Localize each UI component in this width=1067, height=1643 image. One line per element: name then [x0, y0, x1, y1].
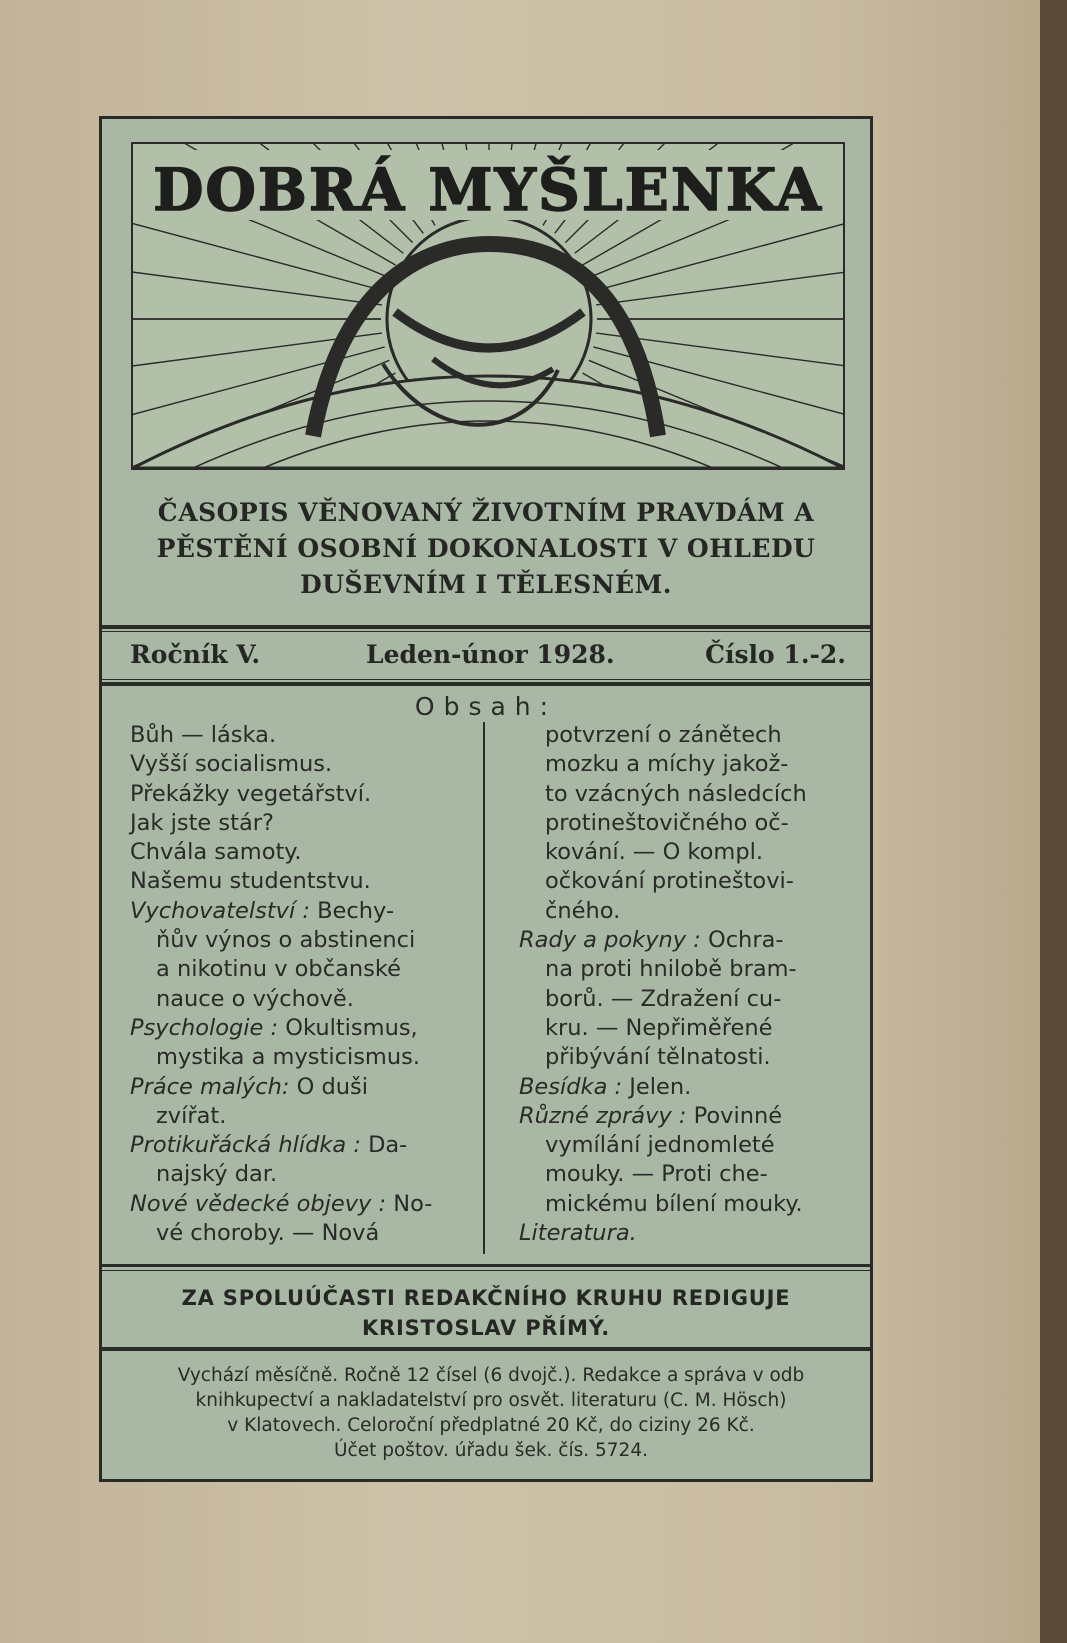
contents-entry: [519, 1043, 845, 1072]
contents-entry: [130, 955, 450, 984]
entry-text: borů. — Zdražení cu-: [545, 985, 782, 1012]
contents-entry: [519, 750, 845, 779]
entry-text: mouky. — Proti che-: [545, 1161, 768, 1188]
contents-entry: [519, 926, 845, 955]
section-label: Vychovatelství :: [130, 897, 310, 924]
entry-text: Bůh — láska.: [130, 722, 277, 748]
contents-entry: [130, 926, 450, 955]
contents-entry: [130, 809, 450, 838]
entry-text: nauce o výchově.: [156, 985, 354, 1012]
contents-entry: [130, 721, 450, 750]
divider-rule: [100, 682, 870, 686]
contents-entry: [519, 721, 845, 750]
entry-text: Našemu studentstvu.: [130, 868, 371, 895]
editor-line: ZA SPOLUÚČASTI REDAKČNÍHO KRUHU REDIGUJE: [181, 1286, 791, 1310]
contents-entry: [130, 1190, 450, 1219]
contents-entry: [130, 897, 450, 926]
section-label: Rady a pokyny :: [519, 927, 701, 954]
entry-text: najský dar.: [156, 1161, 278, 1188]
entry-text: vymílání jednomleté: [545, 1132, 775, 1159]
contents-entry: [130, 750, 450, 779]
entry-text: mystika a mysticismus.: [156, 1044, 420, 1071]
entry-text: Vyšší socialismus.: [130, 751, 333, 778]
footer-line: knihkupectví a nakladatelství pro osvět. literaturu (C. M. Hösch): [195, 1390, 787, 1411]
masthead-illustration: [131, 142, 845, 470]
section-label: Různé zprávy :: [519, 1102, 687, 1129]
section-label: Nové vědecké objevy :: [130, 1190, 387, 1217]
contents-entry: [130, 838, 450, 867]
contents-entry: [519, 897, 845, 926]
footer-line: v Klatovech. Celoroční předplatné 20 Kč, do ciziny 26 Kč.: [227, 1415, 755, 1436]
entry-text: očkování protineštovi-: [545, 868, 794, 895]
footer-line: Vychází měsíčně. Ročně 12 čísel (6 dvojč.). Redakce a správa v odb: [177, 1365, 805, 1386]
entry-text: kru. — Nepřiměřené: [545, 1014, 773, 1041]
contents-entry: [130, 780, 450, 809]
editor-line: KRISTOSLAV PŘÍMÝ.: [361, 1316, 611, 1340]
section-label: Práce malých:: [130, 1073, 290, 1100]
column-divider: [483, 722, 485, 1254]
entry-text: Okultismus,: [278, 1014, 418, 1041]
entry-text: mozku a míchy jakož-: [545, 751, 789, 778]
contents-entry: [130, 1014, 450, 1043]
volume-label: Ročník V.: [130, 640, 261, 669]
contents-entry: [130, 1131, 450, 1160]
contents-entry: [519, 838, 845, 867]
entry-text: Jak jste stár?: [130, 809, 274, 836]
magazine-subtitle: [110, 495, 862, 603]
entry-text: zvířat.: [156, 1102, 227, 1129]
editor-credit: [100, 1283, 872, 1343]
contents-entry: [519, 1014, 845, 1043]
contents-entry: [519, 780, 845, 809]
section-label: Literatura.: [519, 1220, 637, 1247]
entry-text: ňův výnos o abstinenci: [156, 927, 416, 954]
subtitle-line: DUŠEVNÍM I TĚLESNÉM.: [300, 570, 672, 599]
entry-text: Chvála samoty.: [130, 839, 302, 866]
entry-text: vé choroby. — Nová: [156, 1220, 380, 1247]
contents-entry: [130, 1102, 450, 1131]
entry-text: na proti hnilobě bram-: [545, 956, 797, 983]
contents-entry: [130, 985, 450, 1014]
footer-line: Účet poštov. úřadu šek. čís. 5724.: [334, 1440, 648, 1461]
entry-text: Da-: [360, 1132, 408, 1159]
magazine-logo: DOBRÁ MYŠLENKA: [153, 156, 823, 224]
subtitle-line: PĚSTĚNÍ OSOBNÍ DOKONALOSTI V OHLEDU: [156, 534, 816, 563]
entry-text: potvrzení o zánětech: [545, 722, 782, 748]
contents-entry: [130, 1043, 450, 1072]
entry-text: No-: [386, 1190, 433, 1217]
entry-text: a nikotinu v občanské: [156, 956, 401, 983]
contents-entry: [519, 1190, 845, 1219]
publication-info: [130, 1363, 852, 1463]
entry-text: přibývání tělnatosti.: [545, 1044, 771, 1071]
contents-entry: [519, 867, 845, 896]
issue-date: Leden-únor 1928.: [366, 640, 615, 669]
divider-rule: [100, 1347, 870, 1351]
contents-entry: [519, 1102, 845, 1131]
contents-heading: Obsah:: [414, 692, 558, 721]
contents-entry: [130, 1219, 450, 1248]
contents-entry: [519, 1219, 845, 1248]
entry-text: Bechy-: [309, 897, 395, 924]
divider-rule: [100, 1264, 870, 1267]
entry-text: Jelen.: [622, 1073, 692, 1100]
entry-text: čného.: [545, 897, 621, 924]
subtitle-line: ČASOPIS VĚNOVANÝ ŽIVOTNÍM PRAVDÁM A: [157, 498, 815, 527]
contents-entry: [519, 955, 845, 984]
divider-rule: [100, 631, 870, 632]
contents-entry: [519, 809, 845, 838]
issue-number: Číslo 1.-2.: [705, 640, 846, 669]
contents-entry: [519, 1160, 845, 1189]
section-label: Besídka :: [519, 1073, 623, 1100]
entry-text: Překážky vegetářství.: [130, 780, 372, 807]
entry-text: kování. — O kompl.: [545, 839, 764, 866]
entry-text: mickému bílení mouky.: [545, 1190, 803, 1217]
entry-text: to vzácných následcích: [545, 780, 807, 807]
divider-rule: [100, 1270, 870, 1271]
contents-left-column: [130, 721, 450, 1248]
contents-entry: [130, 1160, 450, 1189]
issue-info-bar: [130, 640, 846, 680]
contents-entry: [519, 985, 845, 1014]
entry-text: Povinné: [686, 1102, 783, 1129]
divider-rule: [100, 625, 870, 629]
section-label: Psychologie :: [130, 1014, 279, 1041]
sunrise-illustration: [133, 144, 843, 468]
contents-entry: [519, 1131, 845, 1160]
section-label: Protikuřácká hlídka :: [130, 1132, 361, 1159]
contents-entry: [519, 1073, 845, 1102]
entry-text: Ochra-: [700, 927, 784, 954]
divider-rule: [100, 679, 870, 680]
contents-entry: [130, 1073, 450, 1102]
entry-text: protineštovičného oč-: [545, 809, 789, 836]
contents-right-column: [519, 721, 845, 1248]
entry-text: O duši: [289, 1073, 368, 1100]
contents-entry: [130, 867, 450, 896]
